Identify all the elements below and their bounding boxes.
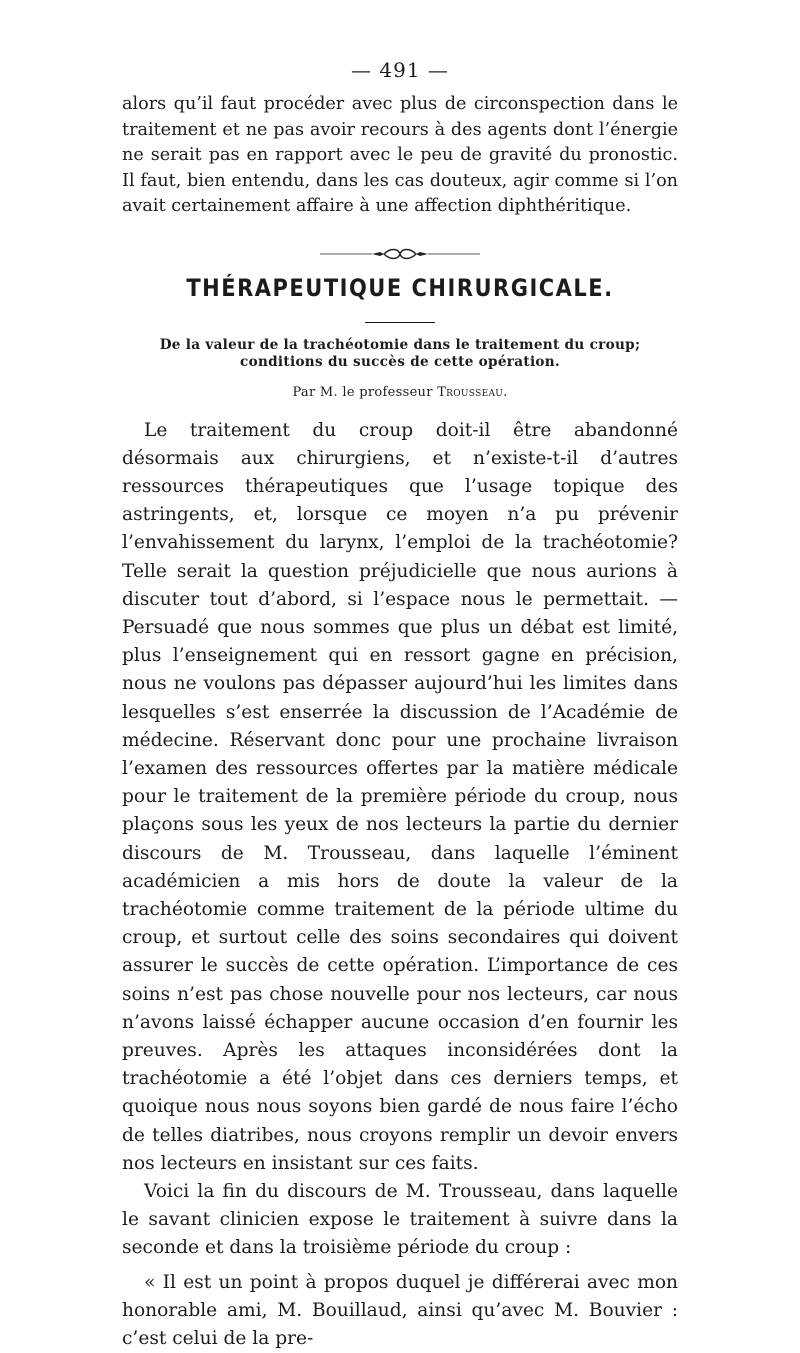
title-rule xyxy=(365,322,435,323)
byline xyxy=(122,385,678,400)
page xyxy=(122,58,678,1353)
byline-prefix: Par M. le professeur xyxy=(292,384,433,400)
ornament-divider-icon xyxy=(320,246,480,262)
section-title: THÉRAPEUTIQUE CHIRURGICALE. xyxy=(186,273,614,302)
page-number: — 491 — xyxy=(351,58,449,82)
byline-author: Trousseau. xyxy=(437,384,508,400)
body-paragraph-3: « Il est un point à propos duquel je différerai avec mon honorable ami, M. Bouillaud, ainsi qu’avec M. Bouvier : c’est celui de la pre- xyxy=(122,1271,678,1349)
article-title xyxy=(122,337,678,371)
article-title-line-1: De la valeur de la trachéotomie dans le traitement du croup; xyxy=(159,336,641,353)
body-paragraph-2: Voici la fin du discours de M. Trousseau, dans laquelle le savant clinicien expose le traitement à suivre dans la seconde et dans la troisième période du croup : xyxy=(122,1180,678,1259)
article-title-line-2: conditions du succès de cette opération. xyxy=(240,353,560,370)
body-paragraph-1: Le traitement du croup doit-il être abandonné désormais aux chirurgiens, et n’existe-t-il d’autres ressources thérapeutiques que l’usage topique des astringents, et, lorsque ce moyen n’a pu prévenir l’envahissement du larynx, l’emploi de la trachéotomie? Telle serait la question préjudicielle que nous aurions à discuter tout d’abord, si l’espace nous le permettait. — Persuadé que nous sommes que plus un débat est limité, plus l’enseignement qui en ressort gagne en précision, nous ne voulons pas dépasser aujourd’hui les limites dans lesquelles s’est enserrée la discussion de l’Académie de médecine. Réservant donc pour une prochaine livraison l’examen des ressources offertes par la matière médicale pour le traitement de la première période du croup, nous plaçons sous les yeux de nos lecteurs la partie du dernier discours de M. Trousseau, dans laquelle l’éminent académicien a mis hors de doute la valeur de la trachéotomie comme traitement de la période ultime du croup, et surtout celle des soins secondaires qui doivent assurer le succès de cette opération. L’importance de ces soins n’est pas chose nouvelle pour nos lecteurs, car nous n’avons laissé échapper aucune occasion d’en fournir les preuves. Après les attaques inconsidérées dont la trachéotomie a été l’objet dans ces derniers temps, et quoique nous nous soyons bien gardé de nous faire l’écho de telles diatribes, nous croyons remplir un devoir envers nos lecteurs en insistant sur ces faits. xyxy=(122,419,678,1174)
intro-paragraph: alors qu’il faut procéder avec plus de circonspection dans le traitement et ne pas avoir recours à des agents dont l’énergie ne serait pas en rapport avec le peu de gravité du pronostic. Il faut, bien entendu, dans les cas douteux, agir comme si l’on avait certainement affaire à une affection diphthéritique. xyxy=(122,94,678,216)
